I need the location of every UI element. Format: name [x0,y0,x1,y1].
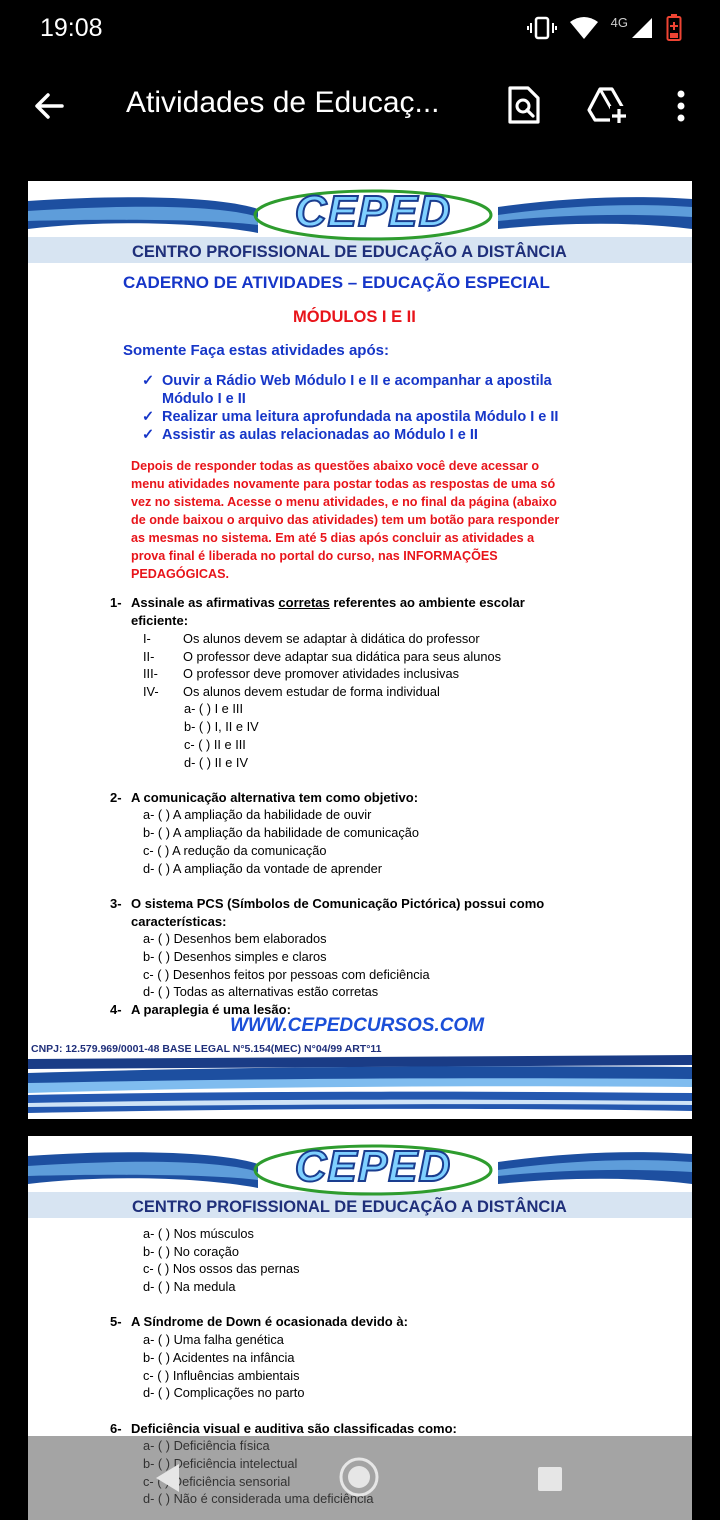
question-text: A paraplegia é uma lesão: [131,1002,291,1017]
document-title: Atividades de Educaç... [126,86,440,119]
question-number: 3- [110,896,122,911]
check-icon: ✓ [142,409,155,425]
statement-text: O professor deve promover atividades inclusivas [183,666,459,681]
navigation-bar [28,1436,692,1520]
wifi-icon [569,16,599,40]
checklist-item-continued: Módulo I e II [162,391,246,407]
answer-option: a- ( ) Desenhos bem elaborados [143,931,327,946]
modules-heading: MÓDULOS I E II [293,308,416,326]
add-to-drive-icon[interactable] [586,86,628,124]
clock: 19:08 [40,14,103,42]
back-nav-icon[interactable] [153,1462,183,1494]
app-bar [0,56,720,160]
question-text: A Síndrome de Down é ocasionada devido à: [131,1314,408,1329]
statement-text: Os alunos devem se adaptar à didática do professor [183,631,480,646]
question-text-continued: eficiente: [131,613,189,628]
back-arrow-icon[interactable] [30,86,70,126]
notice-line: PEDAGÓGICAS. [131,567,229,581]
intro-text: Somente Faça estas atividades após: [123,342,389,359]
institution-name: CENTRO PROFISSIONAL DE EDUCAÇÃO A DISTÂNCIA [132,1198,567,1216]
answer-option: a- ( ) Nos músculos [143,1226,254,1241]
question-number: 6- [110,1421,122,1436]
footer-swoosh-band [28,1053,692,1119]
network-type: 4G [610,14,628,30]
checklist-item: ✓ Assistir as aulas relacionadas ao Módulo I e II [142,427,478,443]
question-text: A comunicação alternativa tem como objetivo: [131,790,419,805]
status-bar [0,0,720,56]
answer-option: c- ( ) Desenhos feitos por pessoas com deficiência [143,967,430,982]
notice-line: as mesmas no sistema. Em até 5 dias após concluir as atividades a [131,531,535,545]
answer-option: c- ( ) Influências ambientais [143,1368,300,1383]
status-icons [527,12,682,44]
pdf-page-1[interactable] [28,181,692,1119]
answer-option: c- ( ) A redução da comunicação [143,843,327,858]
notice-line: prova final é liberada no portal do curso, nas INFORMAÇÕES [131,549,498,563]
question-number: 4- [110,1002,122,1017]
statement-text: Os alunos devem estudar de forma individual [183,684,440,699]
ceped-logo: CEPED [250,185,496,245]
answer-option: b- ( ) Desenhos simples e claros [143,949,327,964]
notice-line: menu atividades novamente para postar todas as respostas de uma só [131,477,556,491]
checklist-item: ✓ Ouvir a Rádio Web Módulo I e II e acompanhar a apostila [142,373,552,389]
question-text: Deficiência visual e auditiva são classificadas como: [131,1421,457,1436]
answer-option: b- ( ) I, II e IV [184,719,259,734]
answer-option: a- ( ) Uma falha genética [143,1332,284,1347]
answer-option: c- ( ) II e III [184,737,246,752]
answer-option: a- ( ) A ampliação da habilidade de ouvir [143,807,372,822]
answer-option: b- ( ) A ampliação da habilidade de comunicação [143,825,420,840]
answer-option: b- ( ) Acidentes na infância [143,1350,295,1365]
check-icon: ✓ [142,427,155,443]
institution-name: CENTRO PROFISSIONAL DE EDUCAÇÃO A DISTÂNCIA [132,243,567,261]
document-title-heading: CADERNO DE ATIVIDADES – EDUCAÇÃO ESPECIAL [123,273,550,292]
question-number: 1- [110,595,122,610]
notice-line: vez no sistema. Acesse o menu atividades, e no final da página (abaixo [131,495,557,509]
statement-number: I- [143,631,151,646]
answer-option: d- ( ) Complicações no parto [143,1385,305,1400]
notice-line: de onde baixou o arquivo das atividades) tem um botão para responder [131,513,560,527]
answer-option: c- ( ) Nos ossos das pernas [143,1261,300,1276]
search-in-document-icon[interactable] [506,86,542,124]
more-options-icon[interactable] [668,86,694,126]
checklist-item: ✓ Realizar uma leitura aprofundada na apostila Módulo I e II [142,409,559,425]
statement-number: III- [143,666,158,681]
answer-option: d- ( ) Todas as alternativas estão corretas [143,984,379,999]
answer-option: d- ( ) Na medula [143,1279,236,1294]
vibrate-icon [527,16,557,40]
statement-text: O professor deve adaptar sua didática para seus alunos [183,649,501,664]
answer-option: d- ( ) II e IV [184,755,248,770]
question-text: Assinale as afirmativas corretas referentes ao ambiente escolar [131,595,525,610]
battery-low-icon [666,14,682,42]
answer-option: a- ( ) I e III [184,701,244,716]
statement-number: IV- [143,684,159,699]
signal-icon [630,16,654,40]
notice-line: Depois de responder todas as questões abaixo você deve acessar o [131,459,540,473]
question-text: O sistema PCS (Símbolos de Comunicação Pictórica) possui como [131,896,545,911]
answer-option: d- ( ) A ampliação da vontade de aprender [143,861,383,876]
recents-nav-icon[interactable] [537,1466,563,1492]
statement-number: II- [143,649,155,664]
website-link[interactable]: WWW.CEPEDCURSOS.COM [230,1015,485,1036]
check-icon: ✓ [142,373,155,389]
question-number: 5- [110,1314,122,1329]
home-nav-icon[interactable] [338,1456,380,1498]
cnpj-legal-info: CNPJ: 12.579.969/0001-48 BASE LEGAL N°5.154(MEC) N°04/99 ART°11 [31,1043,382,1055]
ceped-logo: CEPED [250,1140,496,1200]
page-header-banner [28,181,692,267]
page-header-banner [28,1136,692,1222]
answer-option: b- ( ) No coração [143,1244,240,1259]
question-number: 2- [110,790,122,805]
question-text-continued: características: [131,914,227,929]
